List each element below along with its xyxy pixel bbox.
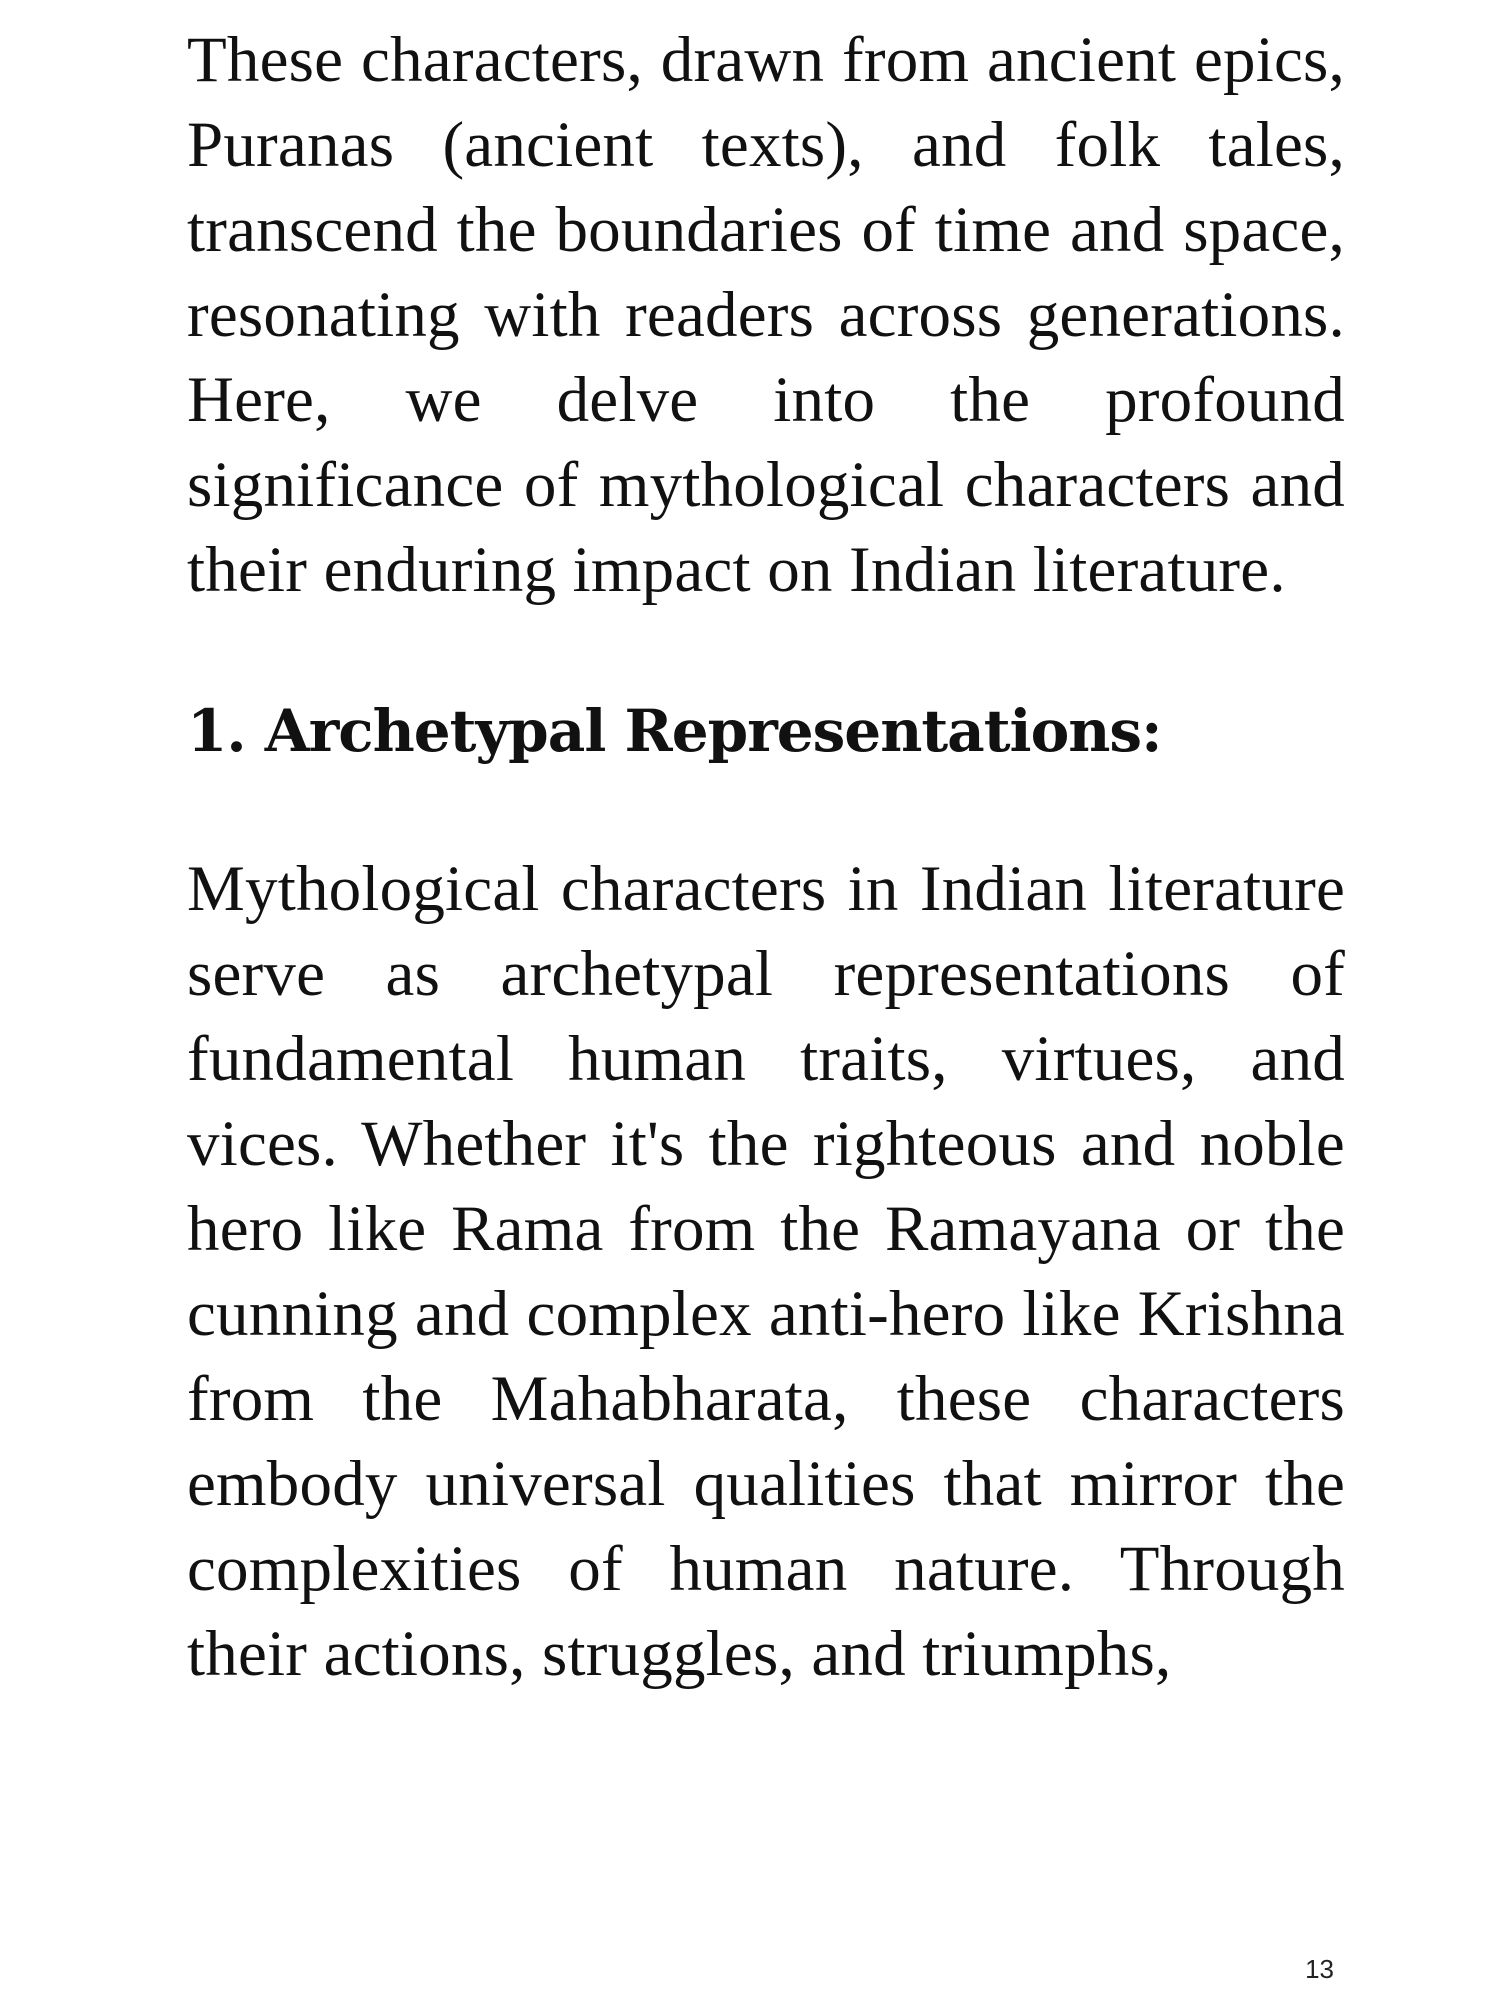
intro-paragraph: These characters, drawn from ancient epics, Puranas (ancient texts), and folk tales, transcend the boundaries of time and space, resonating with readers across generations. Here, we delve into the profound significance of mythological characters and their enduring impact on Indian literature. [187,24,1345,606]
page-content [187,18,1345,1697]
section-heading: 1. Archetypal Representations: [187,697,1162,765]
section-paragraph: Mythological characters in Indian literature serve as archetypal representations of fundamental human traits, virtues, and vices. Whether it's the righteous and noble hero like Rama from the Ramayana or the cunning and complex anti-hero like Krishna from the Mahabharata, these characters embody universal qualities that mirror the complexities of human nature. Through their actions, struggles, and triumphs, [187,853,1345,1690]
page-number: 13 [1305,1954,1334,1984]
